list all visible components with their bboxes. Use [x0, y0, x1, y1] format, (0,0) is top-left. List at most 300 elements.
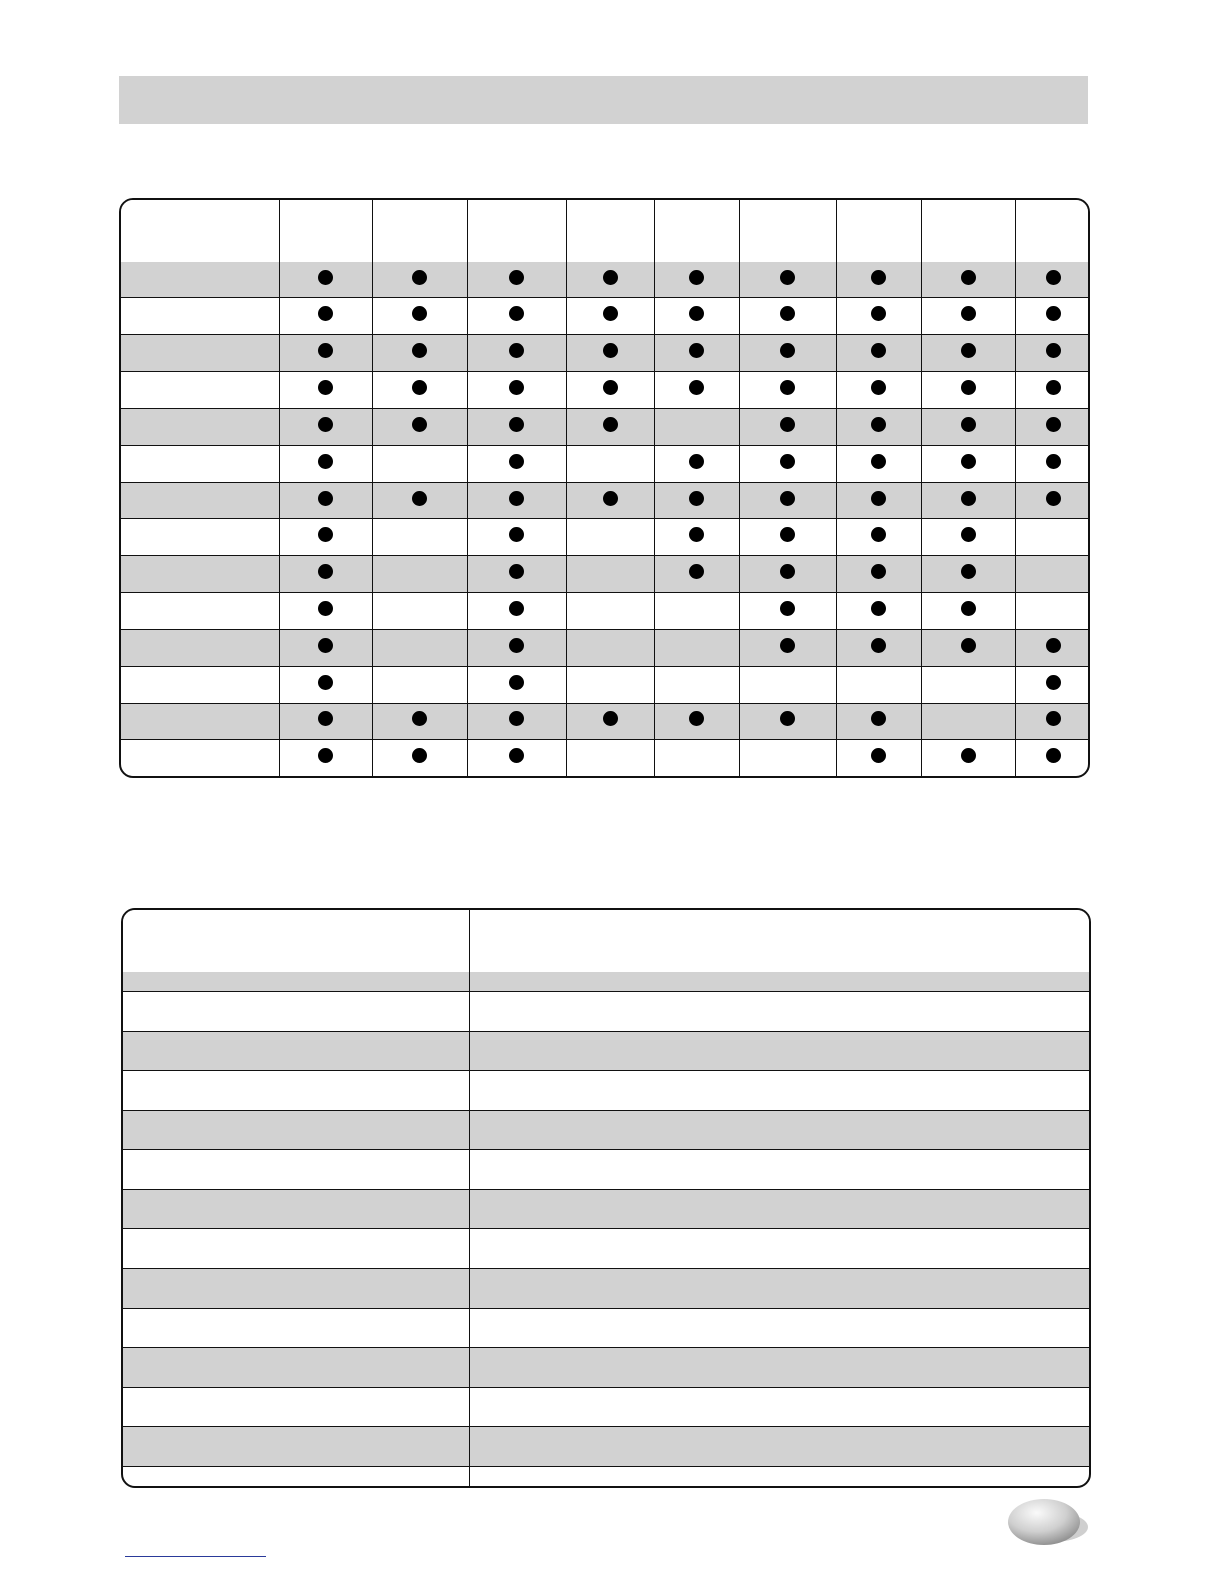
filled-circle-icon: [780, 527, 795, 542]
table-cell: [566, 445, 654, 482]
spec-value-cell: [469, 972, 1089, 992]
spec-label-cell: [123, 1150, 469, 1190]
table-cell: [921, 298, 1015, 335]
spec-label-cell: [123, 1229, 469, 1269]
filled-circle-icon: [603, 343, 618, 358]
table-cell: [467, 519, 566, 556]
header-cell: [121, 200, 279, 262]
filled-circle-icon: [871, 343, 886, 358]
table-row: [121, 482, 1090, 519]
filled-circle-icon: [509, 638, 524, 653]
table-row: [123, 1150, 1089, 1190]
header-cell: [566, 200, 654, 262]
filled-circle-icon: [509, 454, 524, 469]
table-cell: [739, 445, 836, 482]
filled-circle-icon: [603, 306, 618, 321]
table-cell: [739, 703, 836, 740]
table-cell: [921, 593, 1015, 630]
table-cell: [654, 556, 739, 593]
filled-circle-icon: [780, 270, 795, 285]
table-row: [123, 1427, 1089, 1467]
table-cell: [1015, 519, 1090, 556]
row-label-cell: [121, 372, 279, 409]
filled-circle-icon: [871, 638, 886, 653]
table-row: [121, 445, 1090, 482]
row-label-cell: [121, 740, 279, 776]
filled-circle-icon: [689, 564, 704, 579]
table-row: [121, 519, 1090, 556]
row-label-cell: [121, 556, 279, 593]
table-cell: [739, 593, 836, 630]
filled-circle-icon: [412, 270, 427, 285]
spec-label-cell: [123, 1308, 469, 1348]
table-row: [123, 1387, 1089, 1427]
filled-circle-icon: [509, 527, 524, 542]
filled-circle-icon: [961, 527, 976, 542]
table-cell: [279, 703, 372, 740]
filled-circle-icon: [1046, 380, 1061, 395]
table-row: [121, 408, 1090, 445]
filled-circle-icon: [318, 601, 333, 616]
table-cell: [654, 629, 739, 666]
filled-circle-icon: [1046, 343, 1061, 358]
table-cell: [921, 666, 1015, 703]
table-cell: [1015, 482, 1090, 519]
table-cell: [654, 408, 739, 445]
filled-circle-icon: [509, 417, 524, 432]
filled-circle-icon: [509, 380, 524, 395]
table-cell: [921, 740, 1015, 776]
table-cell: [372, 519, 467, 556]
header-cell: [469, 910, 1089, 972]
row-label-cell: [121, 408, 279, 445]
table-cell: [372, 593, 467, 630]
table-cell: [279, 262, 372, 298]
header-cell: [921, 200, 1015, 262]
header-cell: [372, 200, 467, 262]
table-cell: [739, 482, 836, 519]
table-cell: [467, 445, 566, 482]
row-label-cell: [121, 629, 279, 666]
filled-circle-icon: [318, 675, 333, 690]
spec-label-cell: [123, 1189, 469, 1229]
filled-circle-icon: [871, 527, 886, 542]
filled-circle-icon: [871, 564, 886, 579]
filled-circle-icon: [961, 638, 976, 653]
filled-circle-icon: [689, 343, 704, 358]
table-cell: [467, 740, 566, 776]
filled-circle-icon: [871, 417, 886, 432]
table-cell: [566, 519, 654, 556]
table-cell: [739, 519, 836, 556]
table-cell: [372, 372, 467, 409]
table-cell: [566, 298, 654, 335]
table-cell: [279, 372, 372, 409]
table-cell: [836, 445, 921, 482]
table-row: [121, 740, 1090, 776]
table-cell: [739, 408, 836, 445]
spec-label-cell: [123, 1427, 469, 1467]
filled-circle-icon: [780, 638, 795, 653]
compatibility-table: [119, 198, 1090, 778]
table-cell: [279, 482, 372, 519]
spec-label-cell: [123, 1348, 469, 1388]
spec-label-cell: [123, 1466, 469, 1486]
filled-circle-icon: [780, 343, 795, 358]
table-row: [123, 1308, 1089, 1348]
table-cell: [566, 740, 654, 776]
table-cell: [467, 629, 566, 666]
filled-circle-icon: [871, 306, 886, 321]
table-cell: [566, 262, 654, 298]
table-cell: [836, 519, 921, 556]
filled-circle-icon: [871, 711, 886, 726]
table-cell: [654, 262, 739, 298]
table-cell: [654, 666, 739, 703]
filled-circle-icon: [318, 270, 333, 285]
filled-circle-icon: [412, 306, 427, 321]
spec-value-cell: [469, 1387, 1089, 1427]
table-cell: [1015, 445, 1090, 482]
table-cell: [566, 335, 654, 372]
table-cell: [566, 556, 654, 593]
filled-circle-icon: [961, 491, 976, 506]
table-cell: [467, 298, 566, 335]
filled-circle-icon: [1046, 454, 1061, 469]
filled-circle-icon: [318, 527, 333, 542]
table-cell: [566, 666, 654, 703]
table-cell: [467, 262, 566, 298]
table-cell: [739, 629, 836, 666]
spec-value-cell: [469, 1427, 1089, 1467]
filled-circle-icon: [603, 491, 618, 506]
table-row: [123, 992, 1089, 1032]
filled-circle-icon: [689, 270, 704, 285]
table-cell: [1015, 703, 1090, 740]
table-cell: [279, 519, 372, 556]
table-cell: [1015, 740, 1090, 776]
spec-value-cell: [469, 1071, 1089, 1111]
table-cell: [372, 482, 467, 519]
table-cell: [921, 262, 1015, 298]
table-cell: [467, 593, 566, 630]
table-cell: [836, 335, 921, 372]
compatibility-header-row: [121, 200, 1090, 262]
table-cell: [836, 740, 921, 776]
spec-value-cell: [469, 1031, 1089, 1071]
filled-circle-icon: [509, 343, 524, 358]
spec-value-cell: [469, 1110, 1089, 1150]
table-cell: [654, 593, 739, 630]
table-cell: [467, 408, 566, 445]
table-cell: [836, 666, 921, 703]
table-row: [123, 1071, 1089, 1111]
table-row: [123, 1348, 1089, 1388]
row-label-cell: [121, 262, 279, 298]
spec-label-cell: [123, 1387, 469, 1427]
page-number-badge-icon: [1006, 1497, 1090, 1547]
table-cell: [566, 629, 654, 666]
table-cell: [836, 703, 921, 740]
table-cell: [467, 703, 566, 740]
row-label-cell: [121, 298, 279, 335]
filled-circle-icon: [871, 601, 886, 616]
filled-circle-icon: [780, 454, 795, 469]
header-cell: [1015, 200, 1090, 262]
table-row: [121, 629, 1090, 666]
table-cell: [654, 335, 739, 372]
filled-circle-icon: [509, 306, 524, 321]
table-cell: [566, 372, 654, 409]
filled-circle-icon: [318, 491, 333, 506]
table-row: [123, 1229, 1089, 1269]
row-label-cell: [121, 445, 279, 482]
table-cell: [566, 593, 654, 630]
filled-circle-icon: [689, 491, 704, 506]
table-cell: [654, 703, 739, 740]
filled-circle-icon: [780, 380, 795, 395]
table-cell: [279, 740, 372, 776]
table-cell: [279, 629, 372, 666]
table-cell: [372, 445, 467, 482]
filled-circle-icon: [603, 270, 618, 285]
row-label-cell: [121, 666, 279, 703]
table-cell: [279, 593, 372, 630]
filled-circle-icon: [871, 270, 886, 285]
header-cell: [123, 910, 469, 972]
table-cell: [921, 629, 1015, 666]
filled-circle-icon: [1046, 306, 1061, 321]
table-cell: [836, 298, 921, 335]
filled-circle-icon: [871, 491, 886, 506]
spec-value-cell: [469, 1150, 1089, 1190]
filled-circle-icon: [1046, 638, 1061, 653]
table-cell: [372, 408, 467, 445]
header-cell: [654, 200, 739, 262]
table-cell: [739, 335, 836, 372]
row-label-cell: [121, 519, 279, 556]
table-cell: [279, 335, 372, 372]
filled-circle-icon: [961, 306, 976, 321]
table-cell: [372, 703, 467, 740]
row-label-cell: [121, 593, 279, 630]
filled-circle-icon: [961, 454, 976, 469]
filled-circle-icon: [509, 491, 524, 506]
spec-label-cell: [123, 992, 469, 1032]
table-cell: [566, 482, 654, 519]
filled-circle-icon: [780, 417, 795, 432]
table-row: [121, 703, 1090, 740]
spec-value-cell: [469, 992, 1089, 1032]
filled-circle-icon: [689, 306, 704, 321]
table-cell: [1015, 629, 1090, 666]
filled-circle-icon: [318, 711, 333, 726]
table-row: [123, 1031, 1089, 1071]
filled-circle-icon: [318, 638, 333, 653]
filled-circle-icon: [509, 675, 524, 690]
table-cell: [836, 372, 921, 409]
filled-circle-icon: [961, 380, 976, 395]
filled-circle-icon: [961, 417, 976, 432]
table-cell: [467, 335, 566, 372]
filled-circle-icon: [871, 380, 886, 395]
table-cell: [372, 556, 467, 593]
table-cell: [372, 740, 467, 776]
filled-circle-icon: [509, 601, 524, 616]
filled-circle-icon: [689, 454, 704, 469]
spec-label-cell: [123, 1110, 469, 1150]
filled-circle-icon: [318, 380, 333, 395]
table-row: [123, 1189, 1089, 1229]
table-row: [123, 1268, 1089, 1308]
table-cell: [654, 740, 739, 776]
header-cell: [739, 200, 836, 262]
spec-value-cell: [469, 1229, 1089, 1269]
table-cell: [1015, 556, 1090, 593]
filled-circle-icon: [780, 711, 795, 726]
table-cell: [372, 262, 467, 298]
header-cell: [836, 200, 921, 262]
filled-circle-icon: [412, 491, 427, 506]
table-cell: [654, 482, 739, 519]
filled-circle-icon: [318, 343, 333, 358]
filled-circle-icon: [871, 748, 886, 763]
table-cell: [921, 703, 1015, 740]
filled-circle-icon: [689, 527, 704, 542]
table-cell: [836, 593, 921, 630]
filled-circle-icon: [509, 711, 524, 726]
table-cell: [1015, 593, 1090, 630]
spec-label-cell: [123, 1071, 469, 1111]
filled-circle-icon: [780, 491, 795, 506]
filled-circle-icon: [961, 343, 976, 358]
table-cell: [467, 372, 566, 409]
table-cell: [921, 519, 1015, 556]
table-cell: [921, 445, 1015, 482]
table-cell: [836, 629, 921, 666]
table-cell: [654, 298, 739, 335]
table-cell: [467, 666, 566, 703]
table-cell: [1015, 372, 1090, 409]
table-cell: [921, 408, 1015, 445]
table-cell: [279, 445, 372, 482]
filled-circle-icon: [961, 601, 976, 616]
filled-circle-icon: [318, 748, 333, 763]
spec-value-cell: [469, 1466, 1089, 1486]
filled-circle-icon: [412, 748, 427, 763]
table-cell: [921, 482, 1015, 519]
table-cell: [654, 372, 739, 409]
filled-circle-icon: [412, 417, 427, 432]
filled-circle-icon: [603, 417, 618, 432]
filled-circle-icon: [318, 564, 333, 579]
table-cell: [739, 666, 836, 703]
table-cell: [739, 262, 836, 298]
table-row: [121, 262, 1090, 298]
filled-circle-icon: [1046, 748, 1061, 763]
filled-circle-icon: [961, 748, 976, 763]
filled-circle-icon: [509, 564, 524, 579]
filled-circle-icon: [603, 380, 618, 395]
header-cell: [467, 200, 566, 262]
filled-circle-icon: [1046, 711, 1061, 726]
section-header-bar: [119, 76, 1088, 124]
table-cell: [566, 703, 654, 740]
filled-circle-icon: [412, 343, 427, 358]
filled-circle-icon: [318, 306, 333, 321]
table-cell: [467, 482, 566, 519]
filled-circle-icon: [961, 270, 976, 285]
specification-table: [121, 908, 1091, 1488]
table-cell: [372, 629, 467, 666]
filled-circle-icon: [689, 711, 704, 726]
table-cell: [372, 335, 467, 372]
table-cell: [467, 556, 566, 593]
table-cell: [372, 666, 467, 703]
table-row: [121, 666, 1090, 703]
filled-circle-icon: [603, 711, 618, 726]
filled-circle-icon: [509, 270, 524, 285]
spec-label-cell: [123, 1268, 469, 1308]
table-cell: [279, 666, 372, 703]
spec-value-cell: [469, 1308, 1089, 1348]
filled-circle-icon: [1046, 417, 1061, 432]
spec-label-cell: [123, 1031, 469, 1071]
filled-circle-icon: [1046, 270, 1061, 285]
table-cell: [1015, 298, 1090, 335]
table-cell: [739, 298, 836, 335]
table-row: [123, 1466, 1089, 1486]
spec-label-cell: [123, 972, 469, 992]
filled-circle-icon: [412, 380, 427, 395]
spec-value-cell: [469, 1189, 1089, 1229]
filled-circle-icon: [780, 306, 795, 321]
table-cell: [1015, 335, 1090, 372]
table-row: [121, 593, 1090, 630]
filled-circle-icon: [961, 564, 976, 579]
filled-circle-icon: [871, 454, 886, 469]
table-cell: [1015, 262, 1090, 298]
table-cell: [739, 740, 836, 776]
table-cell: [654, 519, 739, 556]
table-row: [121, 335, 1090, 372]
filled-circle-icon: [318, 454, 333, 469]
table-row: [123, 1110, 1089, 1150]
table-cell: [739, 372, 836, 409]
table-cell: [279, 298, 372, 335]
filled-circle-icon: [318, 417, 333, 432]
filled-circle-icon: [509, 748, 524, 763]
table-cell: [566, 408, 654, 445]
row-label-cell: [121, 703, 279, 740]
table-row: [121, 372, 1090, 409]
filled-circle-icon: [780, 601, 795, 616]
filled-circle-icon: [412, 711, 427, 726]
header-cell: [279, 200, 372, 262]
table-row: [121, 556, 1090, 593]
table-row: [121, 298, 1090, 335]
table-cell: [836, 408, 921, 445]
table-cell: [836, 556, 921, 593]
table-cell: [1015, 666, 1090, 703]
table-cell: [1015, 408, 1090, 445]
table-cell: [279, 408, 372, 445]
table-cell: [739, 556, 836, 593]
filled-circle-icon: [689, 380, 704, 395]
table-cell: [279, 556, 372, 593]
filled-circle-icon: [780, 564, 795, 579]
spec-value-cell: [469, 1348, 1089, 1388]
